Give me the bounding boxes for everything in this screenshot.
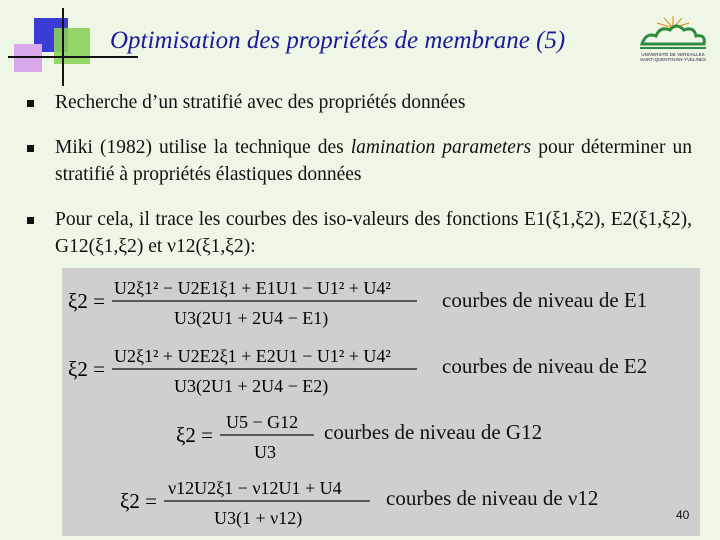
formula-e1-lhs: ξ2 = [68, 289, 105, 313]
decor-square-pink [14, 44, 42, 72]
bullet-2 [55, 134, 692, 188]
bullet-marker [27, 217, 34, 224]
formula-e2-lhs: ξ2 = [68, 357, 105, 381]
formula-e2-label: courbes de niveau de E2 [442, 354, 648, 378]
formula-e1-label: courbes de niveau de E1 [442, 288, 648, 312]
formula-e2-denominator: U3(2U1 + 2U4 − E2) [174, 376, 329, 396]
university-logo-icon [636, 14, 710, 52]
bullet-3-text-a: Pour cela, il trace les courbes des iso-valeurs des fonctions [55, 209, 524, 230]
university-logo [636, 14, 710, 64]
formula-g12-lhs: ξ2 = [176, 423, 213, 447]
formula-nu12-lhs: ξ2 = [120, 489, 157, 513]
logo-caption: UNIVERSITÉ DE VERSAILLES SAINT-QUENTIN-EN-YVELINES [639, 52, 706, 62]
decor-line-horizontal [8, 56, 138, 58]
bullet-2-emphasis: lamination parameters [350, 137, 532, 158]
bullet-marker [27, 145, 34, 152]
slide-title: Optimisation des propriétés de membrane (5) [110, 27, 566, 54]
formula-g12-denominator: U3 [254, 442, 276, 462]
decor-line-vertical [62, 8, 64, 86]
formula-nu12-numerator: ν12U2ξ1 − ν12U1 + U4 [168, 478, 342, 498]
formula-e1 [62, 268, 427, 332]
page-number: 40 [676, 508, 690, 522]
formula-g12-numerator: U5 − G12 [226, 412, 299, 432]
formula-e1-denominator: U3(2U1 + 2U4 − E1) [174, 308, 329, 328]
formula-nu12-label: courbes de niveau de ν12 [386, 486, 599, 510]
formula-e2-numerator: U2ξ1² + U2E2ξ1 + E2U1 − U1² + U4² [114, 346, 391, 366]
bullet-2-text-b: pour déterminer un stratifié à propriétés élastiques données [55, 137, 692, 185]
formula-panel [62, 268, 700, 536]
bullet-2-text-a: Miki (1982) utilise la technique des [55, 137, 351, 158]
bullet-1-text: Recherche d’un stratifié avec des propriétés données [55, 92, 466, 113]
formula-e1-numerator: U2ξ1² − U2E1ξ1 + E1U1 − U1² + U4² [114, 278, 391, 298]
bullet-3 [55, 206, 692, 260]
formula-g12-label: courbes de niveau de G12 [324, 420, 543, 444]
formula-nu12-denominator: U3(1 + ν12) [214, 508, 303, 528]
formula-nu12 [114, 468, 384, 532]
bullet-marker [27, 100, 34, 107]
formula-g12 [170, 402, 330, 466]
decor-square-green [54, 28, 90, 64]
formula-e2 [62, 336, 427, 400]
bullet-1 [55, 89, 692, 116]
bullet-3-functions: E1(ξ1,ξ2), E2(ξ1,ξ2), G12(ξ1,ξ2) et ν12(ξ1,ξ2): [55, 209, 692, 257]
